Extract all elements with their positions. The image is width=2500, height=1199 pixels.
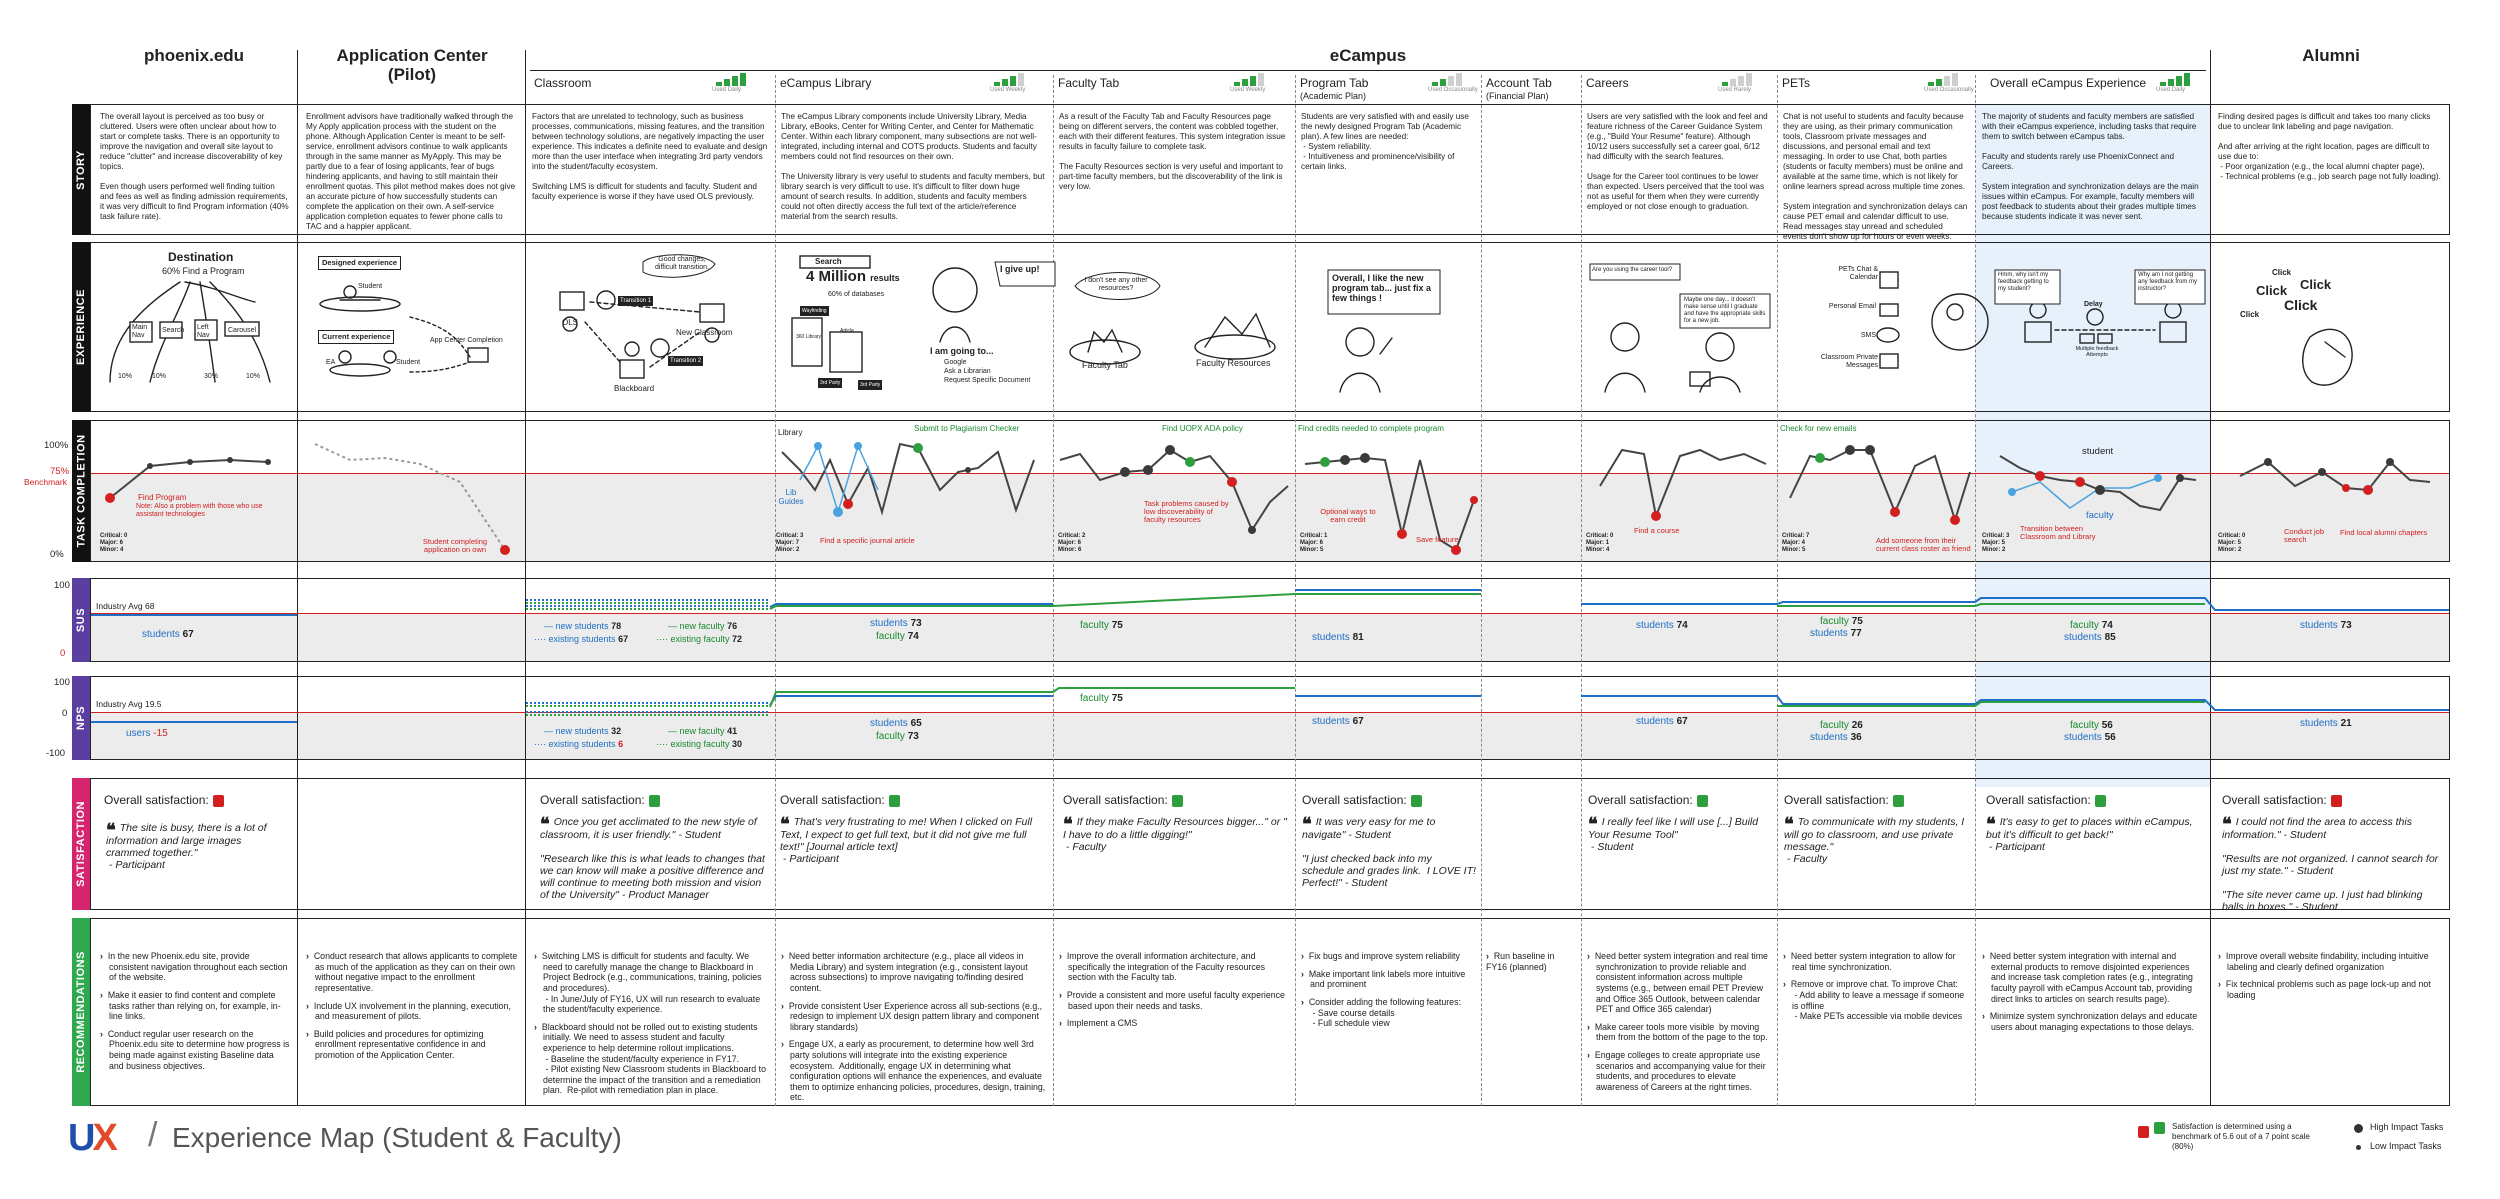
usage-meter-faculty: Used Weekly	[1234, 72, 1274, 88]
sus-overall-students: students 85	[2064, 632, 2116, 643]
sus-axis-100: 100	[54, 580, 70, 591]
exp-opt-request: Request Specific Document	[944, 377, 1031, 384]
nps-phoenix-users: users -15	[126, 728, 168, 739]
nps-library-students: students 65	[870, 718, 922, 729]
rec-appcenter: › Conduct research that allows applicants to complete as much of the application as they can on their own without negative impact to the enrollment representative. › Include UX involvement in the planning, execution, and measurement of pilots. › Build policies and procedures for optimizing enrollment representative confidence in and promotion of the Application Center.	[306, 930, 518, 1078]
sus-classroom-new-faculty: — new faculty 76	[668, 621, 738, 631]
exp-pct-3: 30%	[204, 373, 219, 380]
task-counts-phoenix: Critical: 0 Major: 6 Minor: 4	[100, 533, 128, 553]
story-careers: Users are very satisfied with the look and feel and feature richness of the Career Guidance System (e.g., "Build Your Resume" feature). Although 10/12 users successfully set a career goal, 6/12 had difficulty with the search features. Usage for the Career tool continues to be lower than expected. Users perceived that the tool was not as useful for them when they were currently employed or not close enough to graduation.	[1587, 112, 1768, 211]
exp-blackboard: Blackboard	[614, 384, 655, 393]
nps-classroom-new-faculty: — new faculty 41	[668, 726, 738, 736]
nps-axis-100: 100	[54, 677, 70, 688]
thumbs-up-icon	[1697, 795, 1708, 807]
exp-sign-left: Left Nav	[197, 324, 210, 339]
row-label-task: TASK COMPLETION	[72, 420, 90, 562]
task-note-optional: Optional ways to earn credit	[1320, 507, 1376, 524]
column-title-program: Program Tab (Academic Plan)	[1300, 76, 1369, 101]
exp-pct-1: 10%	[118, 373, 133, 380]
task-axis-0: 0%	[50, 549, 64, 560]
nps-pets-students: students 36	[1810, 732, 1862, 743]
task-note-libguides: Lib Guides	[778, 488, 804, 506]
usage-meter-pets: Used Occasionally	[1928, 72, 1968, 88]
task-axis-100: 100%	[44, 440, 69, 451]
story-phoenix: The overall layout is perceived as too busy or cluttered. Users were often unclear about how to start or complete tasks. There is an opportunity to improve the navigation and overall site layout to reduce "clutter" and increase discoverability of key topics. Even though users performed well finding tuition and fees as well as finding admission requirements, it was very difficult to find Program information (40% task failure rate).	[100, 112, 289, 221]
sus-axis-0: 0	[60, 648, 66, 659]
satisfaction-classroom-quote: ❝ Once you get acclimated to the new style of classroom, it is user friendly." - Student "Research like this is what leads to changes that we can know will make a positive difference and will continue to meeting both mission and vision of the University" - Product Manager	[540, 814, 765, 901]
satisfaction-library-quote: ❝ That's very frustrating to me! When I clicked on Full Text, I expect to get full text, but it did not give me full text!" [Journal article text] - Participant	[780, 814, 1033, 865]
task-counts-program: Critical: 1 Major: 6 Minor: 5	[1300, 533, 1328, 553]
thumbs-down-icon	[213, 795, 224, 807]
exp-transition-1: Transition 1	[620, 298, 652, 304]
sus-pets-students: students 77	[1810, 628, 1862, 639]
rec-overall: › Need better system integration with internal and external products to remove disjointed experiences and increase task completion rates (e.g., integrating faculty payroll with eCampus Account tab, providing direct links to articles on search results page). › Minimize system synchronization delays and educate users about managing expectations to those delays.	[1982, 930, 2204, 1050]
sus-classroom-new-students: — new students 78	[544, 621, 622, 631]
sus-careers-students: students 74	[1636, 620, 1688, 631]
task-note-plagiarism: Submit to Plagiarism Checker	[914, 424, 1020, 433]
satisfaction-alumni-label: Overall satisfaction:	[2222, 793, 2342, 807]
task-note-course: Find a course	[1634, 526, 1680, 535]
sus-alumni-students: students 73	[2300, 620, 2352, 631]
exp-transition-2: Transition 2	[670, 358, 702, 364]
column-title-classroom: Classroom	[534, 76, 592, 90]
nps-axis-0: 0	[62, 708, 68, 719]
thumbs-up-icon	[1893, 795, 1904, 807]
task-note-find-program: Find Program	[138, 493, 187, 502]
thumbs-up-icon	[2095, 795, 2106, 807]
task-note-faculty-problems: Task problems caused by low discoverability of faculty resources	[1144, 499, 1229, 524]
thumbs-up-icon	[889, 795, 900, 807]
sus-overall-faculty: faculty 74	[2070, 620, 2113, 631]
exp-pct-4: 10%	[246, 373, 261, 380]
exp-click-5: Click	[2240, 310, 2260, 319]
task-note-journal: Find a specific journal article	[820, 536, 915, 545]
rec-account: › Run baseline in FY16 (planned)	[1486, 930, 1576, 990]
task-note-library: Library	[778, 428, 803, 437]
satisfaction-phoenix-quote: ❝ The site is busy, there is a lot of information and large images crammed together." - Participant	[106, 820, 267, 871]
exp-pets-classroom: Classroom Private Messages	[1820, 354, 1878, 369]
nps-axis-neg100: -100	[46, 748, 66, 759]
exp-student-2: Student	[396, 359, 421, 366]
low-impact-dot	[2356, 1145, 2361, 1150]
exp-faculty-resources: Faculty Resources	[1196, 358, 1271, 368]
sus-program-students: students 81	[1312, 632, 1364, 643]
task-note-ada: Find UOPX ADA policy	[1162, 424, 1243, 433]
task-counts-careers: Critical: 0 Major: 1 Minor: 4	[1586, 533, 1614, 553]
exp-ols: OLS	[562, 318, 579, 327]
exp-sign-main: Main Nav	[132, 324, 148, 339]
story-library: The eCampus Library components include University Library, Media Library, eBooks, Center for Writing Center, and Center for Mathematic Center. Within each library component, many subsections are not well-integrated, including internal and COTS products. Students and faculty members could not find resources on their own. The University library is very useful to students and faculty members, but library search is very difficult to use. It's difficult to filter down huge amount of search results. In addition, students and faculty members could not often directly access the full text of the article/reference material from the search results.	[781, 112, 1045, 221]
footer-high-impact: High Impact Tasks	[2370, 1122, 2444, 1132]
nps-classroom-existing-faculty: ···· existing faculty 30	[656, 739, 743, 749]
exp-current: Current experience	[318, 330, 394, 344]
exp-going: I am going to...	[930, 346, 994, 356]
sus-phoenix-students: students 67	[142, 629, 194, 640]
exp-designed: Designed experience	[318, 256, 401, 270]
task-benchmark: Benchmark	[24, 477, 67, 487]
exp-opt-ask: Ask a Librarian	[944, 368, 991, 375]
satisfaction-program-label: Overall satisfaction:	[1302, 793, 1422, 807]
usage-meter-overall: Used Daily	[2160, 72, 2200, 88]
column-title-alumni: Alumni	[2302, 46, 2360, 65]
column-title-library: eCampus Library	[780, 76, 872, 90]
nps-careers-students: students 67	[1636, 716, 1688, 727]
exp-new-classroom: New Classroom	[676, 328, 733, 337]
nps-faculty-faculty: faculty 75	[1080, 693, 1123, 704]
story-overall: The majority of students and faculty members are satisfied with their eCampus experience, including tasks that require them to switch between eCampus tabs. Faculty and students rarely use PhoenixConnect and Careers. System integration and synchronization delays are the main issues within eCampus. For example, faculty members will post feedback to students about their grades multiple times because students indicate it was never sent.	[1982, 112, 2199, 221]
exp-tag-3rd-b: 3rd Party	[860, 382, 881, 388]
nps-lines	[0, 676, 2500, 760]
task-lines	[0, 420, 2500, 562]
exp-program-bubble: Overall, I like the new program tab... just fix a few things !	[1332, 273, 1432, 303]
sus-classroom-existing-students: ···· existing students 67	[534, 634, 629, 644]
task-note-credits: Find credits needed to complete program	[1298, 424, 1444, 433]
task-counts-alumni: Critical: 0 Major: 5 Minor: 2	[2218, 533, 2246, 553]
task-note-job-search: Conduct job search	[2284, 527, 2325, 544]
exp-careers-q: Are you using the career tool?	[1592, 267, 1673, 273]
row-label-recommendations: RECOMMENDATIONS	[72, 918, 90, 1106]
exp-faculty-bubble: I don't see any other resources?	[1084, 277, 1148, 292]
rec-program: › Fix bugs and improve system reliability › Make important link labels more intuitive and prominent › Consider adding the following features: - Save course details - Full schedule view	[1301, 930, 1477, 1046]
exp-click-2: Click	[2256, 283, 2288, 298]
task-note-save: Save feature	[1416, 535, 1459, 544]
footer-low-impact: Low Impact Tasks	[2370, 1141, 2442, 1151]
exp-faculty-tab: Faculty Tab	[1082, 360, 1128, 370]
exp-pets-sms: SMS	[1860, 332, 1876, 339]
sus-faculty-faculty: faculty 75	[1080, 620, 1123, 631]
ux-logo: UX	[68, 1117, 115, 1159]
exp-classroom-bubble: Good changes, difficult transition.	[655, 256, 709, 271]
rec-phoenix: › In the new Phoenix.edu site, provide consistent navigation throughout each section of the website. › Make it easier to find content and complete tasks rather than relying on, for example, in-line links. › Conduct regular user research on the Phoenix.edu site to determine how progress is being made against existing Baseline data and business objectives.	[100, 930, 290, 1089]
exp-dbs: 60% of databases	[828, 291, 885, 298]
exp-give-up: I give up!	[1000, 264, 1040, 274]
satisfaction-faculty-quote: ❝ If they make Faculty Resources bigger..." or " I have to do a little digging!" - Faculty	[1063, 814, 1287, 853]
task-line-careers	[1600, 450, 1766, 516]
nps-classroom-existing-students: ···· existing students 6	[534, 739, 624, 749]
footer-title: Experience Map (Student & Faculty)	[172, 1122, 622, 1153]
exp-careers-a: Maybe one day... it doesn't make sense until I graduate and have the appropriate skills for a new job.	[1684, 297, 1766, 324]
group-title-ecampus: eCampus	[1329, 46, 1407, 65]
exp-tag-360: 360 Library	[796, 334, 822, 340]
high-impact-dot	[2354, 1124, 2363, 1133]
column-title-careers: Careers	[1586, 76, 1629, 90]
exp-sign-search: Search	[162, 327, 185, 334]
task-line-library-blue	[800, 446, 878, 512]
exp-tag-article: Article	[840, 328, 854, 334]
exp-sign-carousel: Carousel	[228, 327, 257, 334]
thumbs-down-icon	[2138, 1126, 2149, 1138]
satisfaction-pets-quote: ❝ To communicate with my students, I will go to classroom, and use private message." - Faculty	[1784, 814, 1965, 865]
satisfaction-pets-label: Overall satisfaction:	[1784, 793, 1904, 807]
nps-alumni-students: students 21	[2300, 718, 2352, 729]
exp-destination: Destination	[168, 250, 234, 264]
task-note-alumni-chapters: Find local alumni chapters	[2340, 528, 2428, 537]
task-note-emails: Check for new emails	[1780, 424, 1857, 433]
exp-click-3: Click	[2300, 277, 2332, 292]
usage-meter-program: Used Occasionally	[1432, 72, 1472, 88]
satisfaction-program-quote: ❝ It was very easy for me to navigate" - Student "I just checked back into my schedule and grades link. I LOVE IT! Perfect!" - Student	[1302, 814, 1476, 889]
rec-library: › Need better information architecture (e.g., place all videos in Media Library) and system integration (e.g., consistent layout across subsections) to improve navigating to/finding desired content. › Provide consistent User Experience across all sub-sections (e.g., redesign to implement UX design pattern library and component library standards) › Engage UX, a early as procurement, to determine how well 3rd party solutions will integrate into the existing experience ecosystem. Additionally, engage UX in determining what configuration options will enhance the experiences, and evaluate them to optimize enhancing policies, procedures, design, training, etc.	[781, 930, 1047, 1121]
column-title-phoenix: phoenix.edu	[143, 46, 245, 65]
task-line-alumni	[2240, 462, 2430, 490]
satisfaction-overall-quote: ❝ It's easy to get to places within eCampus, but it's difficult to get back!" - Participant	[1986, 814, 2193, 853]
ecampus-group-rule	[530, 70, 2206, 71]
task-note-roster: Add someone from their current class roster as friend	[1876, 536, 1971, 553]
satisfaction-classroom-label: Overall satisfaction:	[540, 793, 660, 807]
sus-pets-faculty: faculty 75	[1820, 616, 1863, 627]
rec-faculty: › Improve the overall information architecture, and specifically the integration of the Faculty resources section with the Faculty tab. › Provide a consistent and more useful faculty experience based upon their needs and tasks. › Implement a CMS	[1059, 930, 1289, 1046]
task-line-overall-student	[2000, 456, 2196, 510]
exp-overall-delay: Delay	[2084, 301, 2103, 308]
exp-pets-email: Personal Email	[1828, 303, 1876, 310]
exp-overall-left: Hmm, why isn't my feedback getting to my student?	[1998, 272, 2049, 292]
satisfaction-careers-label: Overall satisfaction:	[1588, 793, 1708, 807]
task-counts-pets: Critical: 7 Major: 4 Minor: 5	[1782, 533, 1810, 553]
usage-meter-classroom: Used Daily	[716, 72, 756, 88]
thumbs-up-icon	[649, 795, 660, 807]
satisfaction-careers-quote: ❝ I really feel like I will use [...] Build Your Resume Tool" - Student	[1588, 814, 1759, 853]
exp-pct-2: 10%	[152, 373, 167, 380]
task-note-app-own: Student completing application on own	[422, 537, 488, 554]
footer-slash: /	[148, 1116, 158, 1154]
task-axis-75: 75%	[50, 466, 70, 477]
column-title-faculty: Faculty Tab	[1058, 76, 1120, 90]
usage-meter-library: Used Weekly	[994, 72, 1034, 88]
sus-library-faculty: faculty 74	[876, 631, 919, 642]
satisfaction-overall-label: Overall satisfaction:	[1986, 793, 2106, 807]
exp-click-4: Click	[2284, 297, 2318, 313]
thumbs-up-icon	[1172, 795, 1183, 807]
thumbs-down-icon	[2331, 795, 2342, 807]
column-title-account: Account Tab (Financial Plan)	[1486, 76, 1552, 101]
rec-careers: › Need better system integration and real time synchronization to provide reliable and consistent information across multiple systems (e.g., between email PET Preview and Office 365 Outlook, between calendar PET and Office 365 calendar) › Make career tools more visible by moving them from the bottom of the page to the top. › Engage colleges to create appropriate use scenarios and accompanying value for their students, and procedures to elevate awareness of Careers at the right times.	[1587, 930, 1773, 1110]
satisfaction-library-label: Overall satisfaction:	[780, 793, 900, 807]
task-counts-library: Critical: 3 Major: 7 Minor: 2	[776, 533, 804, 553]
sus-lines	[0, 578, 2500, 662]
row-label-story: STORY	[72, 104, 90, 235]
task-counts-faculty: Critical: 2 Major: 6 Minor: 6	[1058, 533, 1086, 553]
thumbs-up-icon	[1411, 795, 1422, 807]
exp-click-1: Click	[2272, 268, 2292, 277]
row-label-experience: EXPERIENCE	[72, 242, 90, 412]
rec-classroom: › Switching LMS is difficult for students and faculty. We need to carefully manage the change to Blackboard in Project Bedrock (e.g., communications, training, policies and procedures). - In June/July of FY16, UX will run research to evaluate the student/faculty experience. › Blackboard should not be rolled out to existing students initially. We need to assess student and faculty experience to help determine rollout implications. - Baseline the student/faculty experience in FY17. - Pilot existing New Classroom students in Blackboard to determine the impact of the transition and a remediation plan. Re-pilot with remediation plan in place.	[534, 930, 770, 1114]
column-title-pets: PETs	[1782, 76, 1811, 90]
story-appcenter: Enrollment advisors have traditionally walked through the My Apply application process with the student on the phone. Although Application Center is meant to be self-service, enrollment advisors continue to walk applicants through in the same manner as MyApply. This may be partly due to a fear of losing applicants, fear of bugs hindering applicants, and having to still maintain their enrollment quotas. This pilot method makes does not give an accurate picture of how successfully students can complete the application on their own. A self-service application completion equates to fewer phone calls to TAC and a happier applicant.	[306, 112, 518, 231]
task-line-phoenix	[110, 460, 268, 498]
story-classroom: Factors that are unrelated to technology, such as business processes, communications, missing features, and the transition between technology solutions, are negatively impacting the user experience. This indicates a definite need to evaluate and design more than the user interface when integrating 3rd party vendors into the student/faculty ecosystem. Switching LMS is difficult for students and faculty. Student and faculty experience is worse if they have used OLS previously.	[532, 112, 768, 201]
rec-alumni: › Improve overall website findability, including intuitive labeling and clearly defined organization › Fix technical problems such as page lock-up and not loading	[2218, 930, 2444, 1018]
exp-search: Search	[815, 257, 842, 266]
story-pets: Chat is not useful to students and faculty because they are using, as their primary communication tools, Classroom private messages and discussions, and personal email and text messaging. In order to use Chat, both parties (students or faculty members) must be online and available at the same time, which is not likely for online learners spread across multiple time zones. System integration and synchronization delays can cause PET email and calendar difficult to use. Read messages stay unread and scheduled events don't show up for hours or even weeks.	[1783, 112, 1968, 241]
nps-industry-label: Industry Avg 19.5	[96, 699, 162, 709]
exp-tag-wayfinding: Wayfinding	[802, 308, 827, 314]
exp-student-1: Student	[358, 283, 383, 290]
story-program: Students are very satisfied with and easily use the newly designed Program Tab (Academic plan). A few lines are needed: - System reliability. - Intuitiveness and prominence/visibility of certain links.	[1301, 112, 1469, 171]
task-line-appcenter	[315, 444, 505, 550]
sus-classroom-existing-faculty: ···· existing faculty 72	[656, 634, 743, 644]
task-note-assistive: Note: Also a problem with those who use assistant technologies	[136, 503, 263, 518]
nps-overall-students: students 56	[2064, 732, 2116, 743]
exp-find-program: 60% Find a Program	[162, 266, 245, 276]
nps-program-students: students 67	[1312, 716, 1364, 727]
column-title-appcenter: Application Center (Pilot)	[336, 46, 488, 84]
nps-pets-faculty: faculty 26	[1820, 720, 1863, 731]
satisfaction-faculty-label: Overall satisfaction:	[1063, 793, 1183, 807]
task-note-faculty: faculty	[2086, 510, 2114, 521]
row-label-satisfaction: SATISFACTION	[72, 778, 90, 910]
exp-app-goal: App Center Completion	[430, 337, 503, 344]
story-faculty: As a result of the Faculty Tab and Faculty Resources page being on different servers, the content was cobbled together, each with their different features. This system integration issue results in faculty failure to complete task. The Faculty Resources section is very useful and important to part-time faculty members, but the discoverability of the link is very low.	[1059, 112, 1286, 191]
satisfaction-alumni-quote: ❝ I could not find the area to access this information." - Student "Results are not organized. I cannot search for just my state." - Student "The site never came up. I just had blinking balls in boxes." - Student	[2222, 814, 2439, 913]
usage-meter-careers: Used Rarely	[1722, 72, 1762, 88]
satisfaction-phoenix-label: Overall satisfaction:	[104, 793, 224, 807]
exp-overall-right: Why am I not getting any feedback from my instructor?	[2138, 272, 2198, 292]
exp-pets-chat: PETs Chat & Calendar	[1838, 266, 1878, 281]
nps-overall-faculty: faculty 56	[2070, 720, 2113, 731]
rec-pets: › Need better system integration to allow for real time synchronization. › Remove or improve chat. To improve Chat: - Add ability to leave a message if someone is offline - Make PETs accessible via mobile devices	[1783, 930, 1969, 1039]
column-title-overall: Overall eCampus Experience	[1990, 76, 2147, 90]
task-counts-overall: Critical: 3 Major: 5 Minor: 2	[1982, 533, 2010, 553]
footer-sat-note: Satisfaction is determined using a benchmark of 5.6 out of a 7 point scale (80%)	[2172, 1122, 2310, 1151]
exp-overall-multi: Multiple feedback Attempts	[2075, 346, 2119, 358]
task-note-student: student	[2082, 446, 2114, 457]
exp-tag-3rd-a: 3rd Party	[820, 380, 841, 386]
story-alumni: Finding desired pages is difficult and takes too many clicks due to unclear link labeling and page navigation. And after arriving at the right location, pages are difficult to use due to: - Poor organization (e.g., the local alumni chapter page), - Technical problems (e.g., job search page not fully loading).	[2218, 112, 2441, 181]
task-note-transition: Transition between Classroom and Library	[2020, 524, 2096, 541]
row-label-nps: NPS	[72, 676, 90, 760]
exp-opt-google: Google	[944, 359, 967, 366]
nps-classroom-new-students: — new students 32	[544, 726, 622, 736]
thumbs-up-icon	[2154, 1122, 2165, 1134]
nps-library-faculty: faculty 73	[876, 731, 919, 742]
row-label-sus: SUS	[72, 578, 90, 662]
sus-library-students: students 73	[870, 618, 922, 629]
exp-4-million: 4 Million results	[806, 268, 900, 285]
sus-industry-label: Industry Avg 68	[96, 601, 155, 611]
exp-ea: EA	[326, 359, 336, 366]
